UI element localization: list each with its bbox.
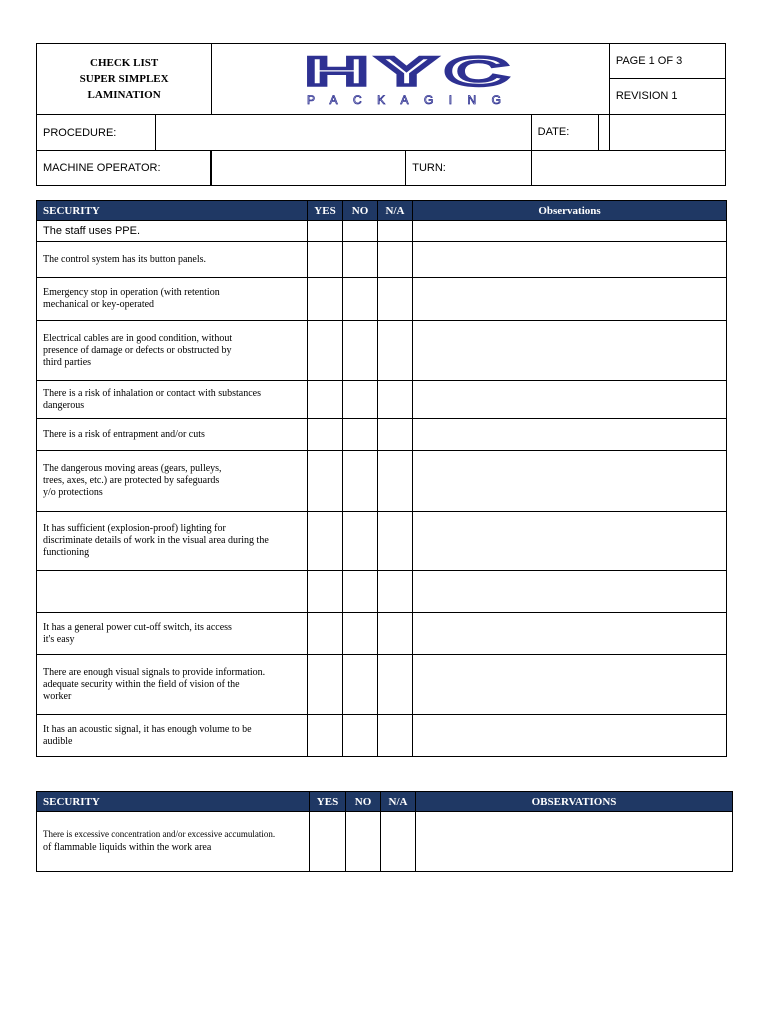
section-header: SECURITY (37, 792, 310, 812)
observation-field[interactable] (413, 321, 727, 381)
check-item (37, 812, 310, 872)
document-header (36, 43, 726, 186)
turn-field[interactable] (531, 151, 725, 186)
yes-checkbox[interactable] (308, 451, 343, 512)
check-item-line-2: of flammable liquids within the work area (43, 842, 212, 853)
no-checkbox[interactable] (343, 321, 378, 381)
table-row (37, 381, 727, 419)
check-item: There is a risk of entrapment and/or cuts (37, 419, 308, 451)
svg-text:PACKAGING: PACKAGING (306, 92, 515, 107)
observation-field[interactable] (413, 221, 727, 242)
check-item: It has a general power cut-off switch, its access it's easy (37, 613, 308, 655)
procedure-label: PROCEDURE: (37, 115, 156, 151)
no-checkbox[interactable] (343, 278, 378, 321)
observations-header: Observations (413, 201, 727, 221)
check-item: Electrical cables are in good condition, without presence of damage or defects or obstructed by third parties (37, 321, 308, 381)
yes-checkbox[interactable] (308, 655, 343, 715)
no-checkbox[interactable] (343, 613, 378, 655)
check-item: It has sufficient (explosion-proof) lighting for discriminate details of work in the visual area during the functioning (37, 512, 308, 571)
yes-checkbox[interactable] (308, 613, 343, 655)
no-checkbox[interactable] (343, 419, 378, 451)
yes-checkbox[interactable] (308, 321, 343, 381)
section-header: SECURITY (37, 201, 308, 221)
no-checkbox[interactable] (343, 512, 378, 571)
observation-field[interactable] (413, 715, 727, 757)
observation-field[interactable] (413, 278, 727, 321)
title-line-1: CHECK LIST (90, 57, 159, 69)
na-checkbox[interactable] (378, 221, 413, 242)
no-checkbox[interactable] (343, 715, 378, 757)
logo-cell (212, 44, 610, 115)
observation-field[interactable] (413, 381, 727, 419)
observation-field[interactable] (413, 419, 727, 451)
table-row (37, 613, 727, 655)
yes-checkbox[interactable] (308, 381, 343, 419)
page-number: PAGE 1 OF 3 (610, 44, 725, 79)
date-field-left[interactable] (599, 115, 609, 150)
table-row (37, 242, 727, 278)
table-row (37, 451, 727, 512)
na-checkbox[interactable] (378, 655, 413, 715)
na-header: N/A (381, 792, 416, 812)
no-checkbox[interactable] (343, 221, 378, 242)
yes-checkbox[interactable] (308, 715, 343, 757)
na-checkbox[interactable] (378, 512, 413, 571)
observation-field[interactable] (413, 613, 727, 655)
check-item: Emergency stop in operation (with retention mechanical or key-operated (37, 278, 308, 321)
check-item: The dangerous moving areas (gears, pulleys, trees, axes, etc.) are protected by safeguards y/o protections (37, 451, 308, 512)
na-checkbox[interactable] (378, 381, 413, 419)
observation-field[interactable] (413, 451, 727, 512)
title-line-3: LAMINATION (87, 89, 161, 101)
revision-number: REVISION 1 (615, 90, 678, 102)
no-checkbox[interactable] (343, 451, 378, 512)
no-header: NO (346, 792, 381, 812)
operator-field[interactable] (212, 151, 406, 185)
observation-field[interactable] (413, 242, 727, 278)
yes-checkbox[interactable] (310, 812, 346, 872)
na-checkbox[interactable] (378, 571, 413, 613)
no-checkbox[interactable] (343, 381, 378, 419)
na-checkbox[interactable] (378, 278, 413, 321)
yes-checkbox[interactable] (308, 419, 343, 451)
na-checkbox[interactable] (381, 812, 416, 872)
table-row (37, 812, 733, 872)
table-row (37, 571, 727, 613)
check-item-line-1: There is excessive concentration and/or excessive accumulation. (43, 829, 276, 839)
no-checkbox[interactable] (343, 655, 378, 715)
observation-field[interactable] (413, 655, 727, 715)
title-line-2: SUPER SIMPLEX (79, 73, 169, 85)
yes-header: YES (308, 201, 343, 221)
na-checkbox[interactable] (378, 321, 413, 381)
operator-label: MACHINE OPERATOR: (37, 151, 211, 185)
svg-text:HYC: HYC (304, 49, 517, 94)
table-row (37, 512, 727, 571)
yes-checkbox[interactable] (308, 512, 343, 571)
check-item (37, 571, 308, 613)
table-row (37, 715, 727, 757)
yes-checkbox[interactable] (308, 242, 343, 278)
date-field[interactable] (609, 115, 725, 151)
yes-header: YES (310, 792, 346, 812)
observation-field[interactable] (416, 812, 733, 872)
check-item: It has an acoustic signal, it has enough volume to be audible (37, 715, 308, 757)
table-row (37, 655, 727, 715)
operator-field-cell (212, 151, 531, 186)
table-row (37, 419, 727, 451)
turn-label: TURN: (412, 162, 446, 174)
page-revision-cell (609, 44, 725, 115)
table-row (37, 221, 727, 242)
yes-checkbox[interactable] (308, 571, 343, 613)
na-checkbox[interactable] (378, 242, 413, 278)
security-checklist-table (36, 200, 727, 757)
observation-field[interactable] (413, 512, 727, 571)
document-title (37, 44, 212, 115)
na-checkbox[interactable] (378, 715, 413, 757)
security-checklist-table-2 (36, 791, 733, 872)
no-checkbox[interactable] (343, 242, 378, 278)
yes-checkbox[interactable] (308, 278, 343, 321)
check-item: The control system has its button panels. (37, 242, 308, 278)
yes-checkbox[interactable] (308, 221, 343, 242)
na-checkbox[interactable] (378, 419, 413, 451)
observation-field[interactable] (413, 571, 727, 613)
observations-header: OBSERVATIONS (416, 792, 733, 812)
no-header: NO (343, 201, 378, 221)
procedure-field[interactable] (156, 115, 532, 151)
na-checkbox[interactable] (378, 451, 413, 512)
operator-cell (37, 151, 212, 186)
na-header: N/A (378, 201, 413, 221)
table-row (37, 321, 727, 381)
no-checkbox[interactable] (343, 571, 378, 613)
check-item: The staff uses PPE. (37, 221, 308, 242)
no-checkbox[interactable] (346, 812, 381, 872)
table-row (37, 278, 727, 321)
check-item: There are enough visual signals to provide information. adequate security within the field of vision of the worker (37, 655, 308, 715)
date-label: DATE: (532, 115, 599, 150)
check-item: There is a risk of inhalation or contact with substances dangerous (37, 381, 308, 419)
date-cell (531, 115, 609, 151)
na-checkbox[interactable] (378, 613, 413, 655)
company-logo (301, 47, 521, 109)
